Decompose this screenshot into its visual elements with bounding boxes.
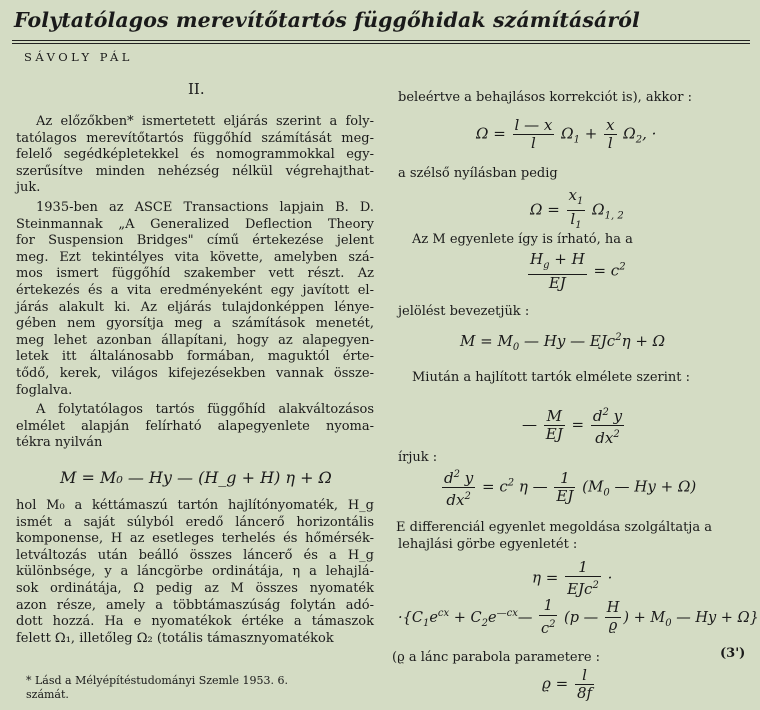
para-4-line: letváltozás után beálló összes láncerő és a H_g (16, 547, 374, 563)
para-2-line: for Suspension Bridges" című értekezése jelent (16, 233, 374, 249)
footnote-line: számát. (26, 688, 69, 701)
footnote-line: * Lásd a Mélyépítéstudományi Szemle 1953. 6. (26, 674, 288, 687)
para-2-line: gében nem gyorsítja meg a számítások menetét, (16, 316, 374, 332)
para-1-line: juk. (16, 180, 41, 196)
title-rule-bottom (12, 43, 750, 44)
right-text-9: (ϱ a lánc parabola parametere : (392, 650, 601, 665)
equation-rho: ϱ = $\frac{l}{8f}$ (542, 666, 593, 702)
para-4-line: azon része, amely a többtámaszúság folytán adó- (16, 597, 374, 613)
article-title: Folytatólagos merevítőtartós függőhidak számításáról (14, 8, 640, 32)
right-text-8: lehajlási görbe egyenletét : (398, 537, 578, 552)
equation-eta: η = $\frac{1}{EJc^2}$ · (532, 558, 613, 598)
para-4-line: különbsége, y a láncgörbe ordinátája, η a lehajlá- (16, 564, 374, 580)
para-4-line: felett Ω₁, illetőleg Ω₂ (totális támasznyomatékok (16, 630, 334, 646)
equation-c-squared: $\frac{H_g + H}{EJ}$ = $c^2$ (530, 250, 626, 292)
para-3-line: A folytatólagos tartós függőhíd alakváltozásos (36, 402, 374, 418)
right-text-2: a szélső nyílásban pedig (398, 166, 558, 181)
para-4-line: dott hozzá. Ha e nyomatékok értéke a támaszok (16, 614, 374, 630)
para-2-line: járás alakult ki. Az eljárás tulajdonképpen lénye- (16, 299, 374, 315)
para-2-line: meg. Ezt tekintélyes vita követte, amelyben szá- (16, 249, 374, 265)
right-text-6: írjuk : (398, 450, 438, 465)
para-2-line: foglalva. (16, 382, 73, 398)
para-3-line: elmélet alapján felírható alapegyenlete nyoma- (16, 418, 374, 434)
section-number: II. (188, 80, 205, 98)
equation-omega-end: Ω = $\frac{x_1}{l_1}$ $\Omega_{1, 2}$ (530, 186, 624, 231)
para-4-line: sok ordinátája, Ω pedig az M összes nyomaték (16, 580, 374, 596)
right-text-5: Miután a hajlított tartók elmélete szerint : (412, 370, 691, 385)
equation-moment: M = M₀ — Hy — (H_g + H) η + Ω (60, 468, 332, 487)
left-column (16, 114, 374, 452)
equation-differential: $\frac{d^2 y}{dx^2}$ = $c^2$ η — $\frac{1}{EJ}$ ($M_0$ — Hy + Ω) (440, 466, 696, 509)
right-text-3: Az M egyenlete így is írható, ha a (412, 232, 633, 247)
para-2-line: 1935-ben az ASCE Transactions lapjain B. D. (36, 199, 374, 215)
title-rule-top (12, 40, 750, 41)
para-2-line: letek itt általánosabb formában, maguktól érte- (16, 349, 374, 365)
para-2-line: meg lehet azonban állapítani, hogy az alapegyen- (16, 332, 374, 348)
equation-number: (3') (720, 646, 746, 661)
para-2-line: Steinmannak „A Generalized Deflection Theory (16, 216, 374, 232)
equation-curvature: — $\frac{M}{EJ}$ = $\frac{d^2 y}{dx^2}$ (522, 404, 626, 447)
author: SÁVOLY PÁL (24, 50, 133, 64)
equation-moment-c: $M = M_0$ — Hy — EJc$^2$η + Ω (460, 332, 666, 353)
right-text-4: jelölést bevezetjük : (398, 304, 530, 319)
equation-omega-inner: Ω = $\frac{l — x}{l}$ $\Omega_1$ + $\frac{x}{l}$ $\Omega_2$, · (476, 116, 657, 152)
right-text-7: E differenciál egyenlet megoldása szolgáltatja a (396, 520, 712, 535)
footnote (26, 674, 366, 702)
para-4-line: ismét a saját súlyból eredő láncerő horizontális (16, 514, 374, 530)
para-4-line: hol M₀ a kéttámaszú tartón hajlítónyomaték, H_g (16, 498, 374, 513)
para-4-line: komponense, H az esetleges terhelés és hőmérsék- (16, 531, 374, 547)
right-text-1: beleértve a behajlásos korrekciót is), akkor : (398, 90, 692, 105)
equation-solution: $\cdot\{C_1e^{cx}$ + $C_2e^{—cx}—$ $\frac{1}{c^2}$ (p — $\frac{H}{ϱ}$ ) + $M_0$ — Hy + Ω} (398, 598, 759, 637)
para-2-line: tődő, kerek, világos kifejezésekben vannak össze- (16, 365, 374, 381)
para-1-line: Az előzőkben* ismertetett eljárás szerint a foly- (36, 114, 374, 129)
left-column-lower (16, 498, 374, 647)
para-3-line: tékra nyilván (16, 435, 103, 451)
para-2-line: mos ismert függőhíd szakember vett részt. Az (16, 266, 374, 282)
para-2-line: értekezés és a vita eredményeként egy javított el- (16, 282, 374, 298)
para-1-line: tatólagos merevítőtartós függőhíd számítását meg- (16, 130, 374, 146)
para-1-line: felelő segédképletekkel és nomogrammokkal egy- (16, 147, 374, 163)
para-1-line: szerűsítve minden nehézség nélkül végrehajthat- (16, 163, 374, 179)
